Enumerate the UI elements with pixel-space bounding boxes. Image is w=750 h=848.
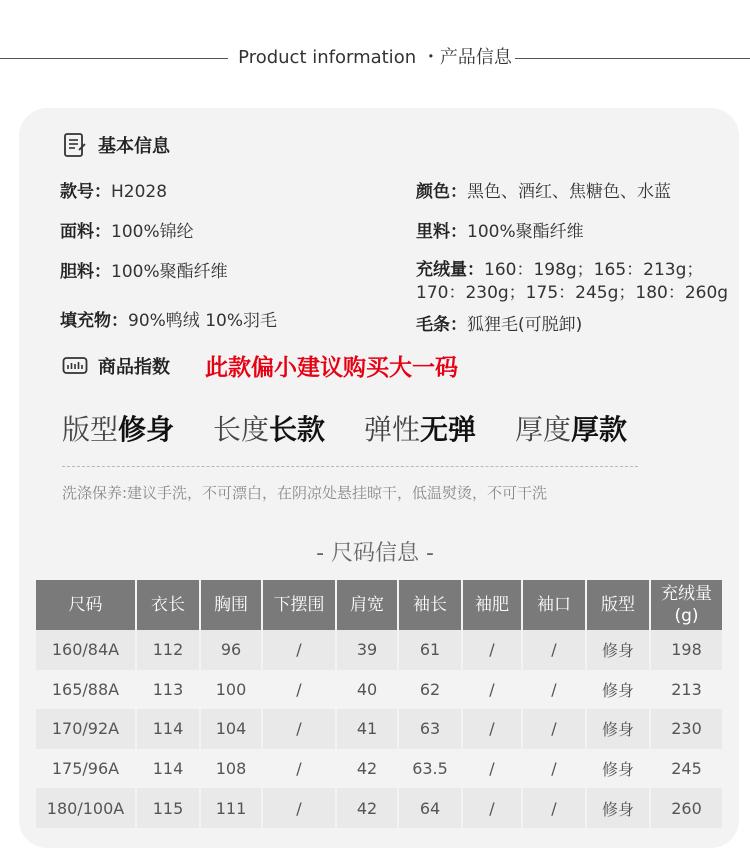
table-cell: /: [262, 709, 336, 749]
info-fur-trim: 毛条：狐狸毛(可脱卸): [416, 315, 583, 335]
table-cell: 修身: [586, 670, 650, 710]
table-cell: 修身: [586, 709, 650, 749]
info-down-amount: 充绒量：160：198g；165：213g；: [416, 260, 704, 280]
col-header: 衣长: [136, 580, 200, 630]
table-row: [36, 709, 722, 749]
info-lining: 里料：100%聚酯纤维: [416, 222, 584, 242]
basic-info-heading: [62, 132, 170, 158]
table-cell: 245: [650, 749, 722, 789]
index-fit: 版型修身: [62, 413, 175, 446]
table-cell: 100: [200, 670, 262, 710]
size-table-header: [36, 580, 722, 630]
table-row: [36, 670, 722, 710]
col-header: 版型: [586, 580, 650, 630]
table-cell: 115: [136, 788, 200, 828]
col-header: 下摆围: [262, 580, 336, 630]
table-cell: 108: [200, 749, 262, 789]
table-cell: 39: [336, 630, 398, 670]
table-cell: 64: [398, 788, 462, 828]
table-cell: 修身: [586, 630, 650, 670]
table-row: [36, 788, 722, 828]
table-cell: /: [262, 749, 336, 789]
index-length: 长度长款: [213, 413, 326, 446]
basic-info-label: 基本信息: [98, 136, 170, 157]
col-header: 胸围: [200, 580, 262, 630]
table-cell: 42: [336, 788, 398, 828]
table-cell: /: [462, 749, 522, 789]
table-cell: 修身: [586, 749, 650, 789]
table-cell: 111: [200, 788, 262, 828]
page-title: Product information ・产品信息: [238, 47, 512, 68]
table-cell: 175/96A: [36, 749, 136, 789]
info-color: 颜色：黑色、酒红、焦糖色、水蓝: [416, 182, 671, 202]
table-cell: 修身: [586, 788, 650, 828]
table-cell: 198: [650, 630, 722, 670]
table-cell: 112: [136, 630, 200, 670]
table-cell: /: [522, 630, 586, 670]
table-cell: /: [522, 670, 586, 710]
col-header: 尺码: [36, 580, 136, 630]
size-info-title: - 尺码信息 -: [316, 541, 434, 566]
info-down-amount-line2: 170：230g；175：245g；180：260g: [416, 283, 729, 303]
info-fabric: 面料：100%锦纶: [60, 222, 194, 242]
table-cell: /: [462, 630, 522, 670]
product-index-label: 商品指数: [98, 357, 170, 378]
table-cell: /: [522, 788, 586, 828]
document-list-icon: [62, 132, 88, 158]
table-cell: 41: [336, 709, 398, 749]
table-cell: 113: [136, 670, 200, 710]
table-cell: /: [462, 709, 522, 749]
table-cell: 63: [398, 709, 462, 749]
table-cell: 213: [650, 670, 722, 710]
table-cell: /: [262, 788, 336, 828]
col-header-down: 充绒量 (g): [650, 580, 722, 630]
table-cell: /: [462, 670, 522, 710]
table-row: [36, 749, 722, 789]
table-cell: /: [262, 670, 336, 710]
table-cell: 180/100A: [36, 788, 136, 828]
gauge-icon: [62, 353, 88, 379]
divider: [62, 466, 638, 467]
index-thickness: 厚度厚款: [515, 413, 628, 446]
table-cell: 96: [200, 630, 262, 670]
table-cell: 114: [136, 749, 200, 789]
size-table: [36, 580, 722, 828]
table-cell: /: [522, 709, 586, 749]
col-header: 袖肥: [462, 580, 522, 630]
info-lining-inner: 胆料：100%聚酯纤维: [60, 262, 228, 282]
col-header: 袖长: [398, 580, 462, 630]
table-cell: 104: [200, 709, 262, 749]
table-cell: 42: [336, 749, 398, 789]
table-cell: 62: [398, 670, 462, 710]
table-cell: /: [522, 749, 586, 789]
table-cell: 160/84A: [36, 630, 136, 670]
table-cell: 63.5: [398, 749, 462, 789]
table-cell: 165/88A: [36, 670, 136, 710]
col-header: 袖口: [522, 580, 586, 630]
wash-instructions: 洗涤保养:建议手洗，不可漂白，在阴凉处悬挂晾干，低温熨烫，不可干洗: [62, 484, 548, 502]
header-line-right: [515, 58, 750, 59]
table-cell: 61: [398, 630, 462, 670]
info-style-no: 款号：H2028: [60, 182, 168, 202]
size-warning: 此款偏小建议购买大一码: [205, 355, 458, 381]
table-cell: 230: [650, 709, 722, 749]
table-row: [36, 630, 722, 670]
info-filling: 填充物：90%鸭绒 10%羽毛: [60, 311, 277, 331]
table-cell: 170/92A: [36, 709, 136, 749]
table-cell: 260: [650, 788, 722, 828]
table-cell: 114: [136, 709, 200, 749]
index-elasticity: 弹性无弹: [364, 413, 477, 446]
table-cell: /: [462, 788, 522, 828]
table-cell: 40: [336, 670, 398, 710]
col-header: 肩宽: [336, 580, 398, 630]
table-cell: /: [262, 630, 336, 670]
product-index-heading: [62, 353, 170, 379]
